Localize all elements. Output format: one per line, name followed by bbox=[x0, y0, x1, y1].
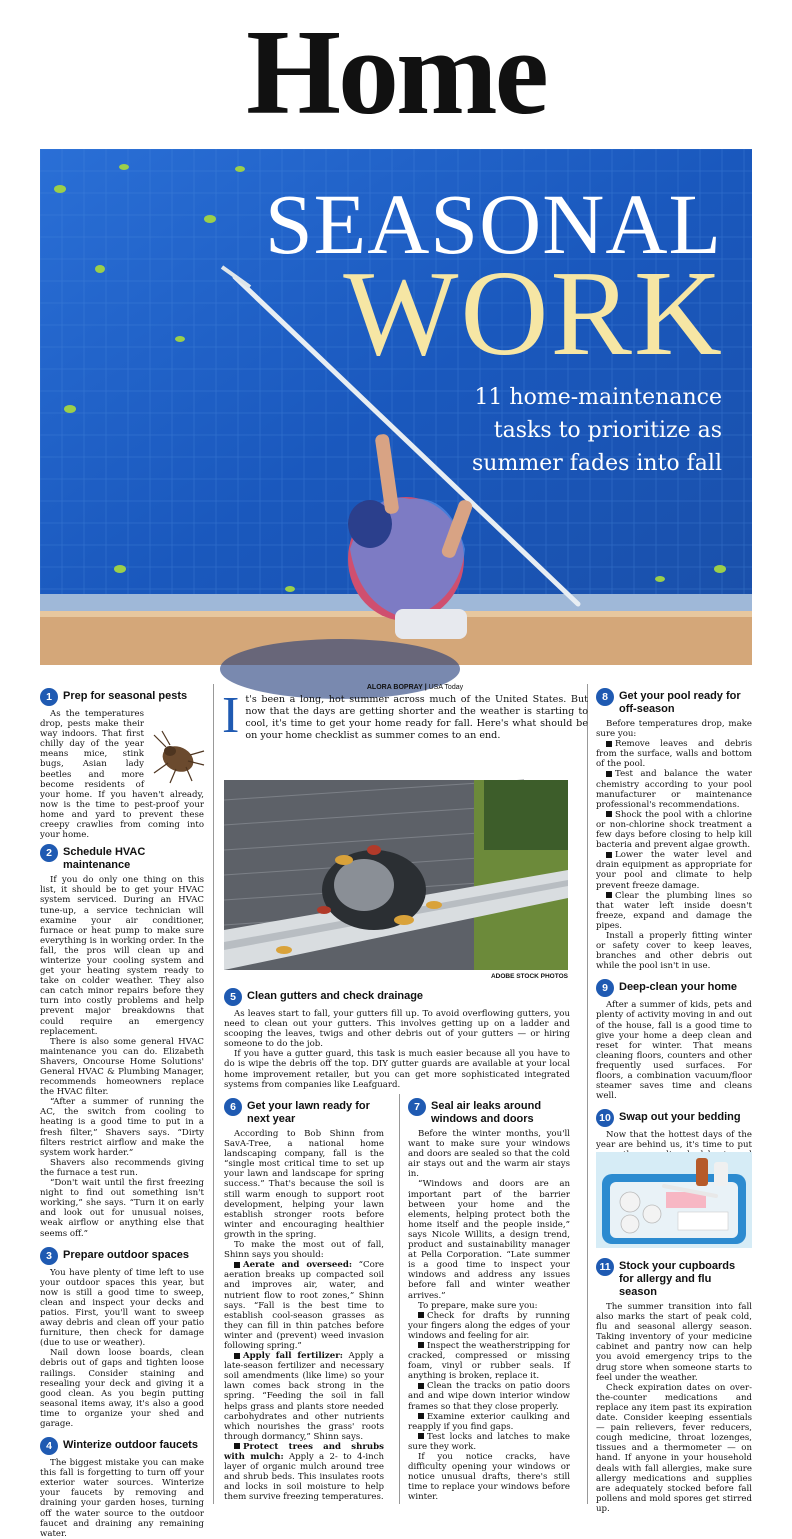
section-heading-1 bbox=[40, 688, 204, 706]
section-heading-2 bbox=[40, 844, 204, 872]
section-body-7-p3: To prepare, make sure you: bbox=[418, 1300, 538, 1311]
section-number-9: 9 bbox=[596, 979, 614, 997]
column-1 bbox=[40, 684, 204, 1539]
section-11 bbox=[596, 1254, 752, 1514]
section-body-2-p3: “After a summer of running the AC, the switch from cooling to heating is a good time to put in a fresh filter,” Shavers says. “Dirty filters restrict airflow and make the system work harder.” bbox=[40, 1097, 204, 1158]
section-heading-4 bbox=[40, 1437, 204, 1455]
section-body-2-p5: “Don't wait until the first freezing night to find out something isn't working,” she says. “Turn it on early and look out for unusual noises, weak airflow or anything else that seems off.” bbox=[40, 1178, 204, 1239]
section-7-closing: If you notice cracks, have difficulty opening your windows or notice unusual drafts, there's still time to replace your windows before winter. bbox=[408, 1452, 570, 1503]
bullet-square bbox=[606, 892, 612, 898]
section-number-7: 7 bbox=[408, 1098, 426, 1116]
bullet-square bbox=[418, 1383, 424, 1389]
section-body-6-p1: According to Bob Shinn from SavA-Tree, a national home landscaping company, fall is the “single most critical time to set up your lawn and landscape for spring success.” That's because the soil is still warm enough to support root development, helping your lawn establish stronger roots before winter and encouraging healthier growth in the spring. bbox=[224, 1129, 384, 1240]
section-number-1: 1 bbox=[40, 688, 58, 706]
bullet-6-3: Protect trees and shrubs with mulch: Apply a 2- to 4-inch layer of organic mulch around tree and shrub beds. This insulates roots and locks in soil moisture to help them survive freezing temperatures. bbox=[224, 1441, 384, 1503]
bullet-8-5: Clear the plumbing lines so that water left inside doesn't freeze, expand and damage the pipes. bbox=[596, 890, 752, 931]
bullet-square bbox=[234, 1262, 240, 1268]
byline: ALORA BOPRAY | USA Today bbox=[366, 684, 464, 691]
section-title-9: Deep-clean your home bbox=[619, 981, 737, 994]
section-title-2: Schedule HVAC maintenance bbox=[63, 846, 146, 872]
masthead: Home bbox=[246, 5, 546, 140]
section-number-3: 3 bbox=[40, 1247, 58, 1265]
section-heading-8 bbox=[596, 688, 752, 716]
bullet-square bbox=[418, 1312, 424, 1318]
section-heading-11 bbox=[596, 1258, 752, 1299]
section-number-6: 6 bbox=[224, 1098, 242, 1116]
section-8-closing: Install a properly fitting winter or safety cover to keep leaves, branches and other debris out while the pool isn't in use. bbox=[596, 930, 752, 972]
gutter-illustration bbox=[224, 780, 568, 970]
bullet-8-2: Test and balance the water chemistry according to your pool manufacturer or maintenance professional's recommendations. bbox=[596, 769, 752, 810]
bullet-7-3: Clean the tracks on patio doors and and wipe down interior window frames so that they close properly. bbox=[408, 1381, 570, 1412]
intro-text: t's been a long, hot summer across much of the United States. But now that the days are getting shorter and the weather is starting to cool, it's time to get your home ready for fall. Here's what should be on your home checklist as summer comes to an end. bbox=[245, 694, 588, 741]
section-body-11-p2: Check expiration dates on over-the-counter medications and replace any item past its expiration date. Consider keeping essentials — pain relievers, fever reducers, cough medicine, throat lozenges, tissues and a thermometer — on hand. If anyone in your household deals with fall allergies, make sure allergy medications and supplies are adequately stocked before fall pollens and mold spores get stirred up. bbox=[596, 1382, 752, 1514]
section-title-7: Seal air leaks around windows and doors bbox=[431, 1100, 542, 1125]
hero-subtitle: 11 home-maintenance tasks to prioritize as summer fades into fall bbox=[472, 385, 722, 476]
dropcap: I bbox=[222, 687, 240, 744]
section-heading-7 bbox=[408, 1098, 570, 1126]
section-title-3: Prepare outdoor spaces bbox=[63, 1248, 189, 1261]
section-7 bbox=[408, 1094, 570, 1502]
section-body-10: Now that the hottest days of the year are behind us, it's time to put bbox=[596, 1130, 752, 1151]
medicine-photo bbox=[596, 1152, 752, 1248]
section-body-2-p1: If you do only one thing on this list, it should be to get your HVAC system serviced. During an HVAC tune-up, a service technician will examine your air conditioner, furnace or heat pump to make sure everything is in working order. In the fall, the pros will clean up and winterize your cooling system and get your heating system ready to take on colder weather. They also can catch minor repairs before they turn into costly problems and help prevent major breakdowns that could require an emergency replacement. bbox=[40, 875, 204, 1037]
byline-source: USA Today bbox=[428, 684, 464, 691]
section-5 bbox=[224, 984, 570, 1090]
section-body-2-p4: Shavers also recommends giving the furnace a test run. bbox=[40, 1157, 204, 1178]
section-body-11-p1: The summer transition into fall also marks the start of peak cold, flu and seasonal allergy season. Taking inventory of your medicine cabinet and pantry now can help you avoid emergency trips to the drug store when someone starts to feel under the weather. bbox=[596, 1302, 752, 1383]
column-right bbox=[596, 684, 752, 1201]
bullet-square bbox=[606, 771, 612, 777]
section-title-4: Winterize outdoor faucets bbox=[63, 1439, 198, 1452]
hero-title-seasonal: SEASONAL bbox=[264, 176, 722, 272]
section-number-11: 11 bbox=[596, 1258, 614, 1276]
byline-author: ALORA BOPRAY bbox=[366, 684, 423, 691]
section-body-1: As the temperatures drop, pests make their way indoors. That first chilly day of the year means mice, stink bugs, Asian lady beetles and more become residents of your home. If you haven't already, now is the time to pest-proof your home and yard to prevent these creepy crawlies from coming into your home. bbox=[40, 709, 204, 841]
bullet-8-1: Remove leaves and debris from the surface, walls and bottom of the pool. bbox=[596, 739, 752, 770]
bullet-square bbox=[234, 1353, 240, 1359]
section-number-8: 8 bbox=[596, 688, 614, 706]
section-body-7-p1: Before the winter months, you'll want to make sure your windows and doors are sealed so that the cold air stays out and the warm air stays in. bbox=[408, 1129, 570, 1180]
section-title-8: Get your pool ready for off-season bbox=[619, 690, 741, 715]
stink-bug-image bbox=[148, 729, 208, 785]
bullet-6-1: Aerate and overseed: “Core aeration breaks up compacted soil and improves air, water, and nutrient flow to root zones,” Shinn says. “Fall is the best time to establish cool-season grasses as they can fill in thin patches before winter and (prevent) weed invasion following spring.” bbox=[224, 1260, 384, 1351]
bullet-7-5: Test locks and latches to make sure they work. bbox=[408, 1431, 570, 1452]
section-body-2-p2: There is also some general HVAC maintenance you can do. Elizabeth Shavers, Oncourse Home Solutions' General HVAC & Plumbing Manager, recommends homeowners replace the HVAC filter. bbox=[40, 1036, 204, 1098]
hero-image bbox=[40, 149, 752, 665]
section-body-9: After a summer of kids, pets and plenty of activity moving in and out of the house, fall is a good time to give your home a deep clean and reset for winter. That means cleaning floors, counters and other frequently used surfaces. For floors, a combination vacuum/floor steamer saves time and cleans well. bbox=[596, 1000, 752, 1102]
bullet-square bbox=[418, 1342, 424, 1348]
section-heading-9 bbox=[596, 979, 752, 997]
section-body-4: The biggest mistake you can make this fall is forgetting to turn off your exterior water sources. Winterize your faucets by removing and draining your garden hoses, turning off the water source to the outdoor faucet and draining any remaining water. bbox=[40, 1458, 204, 1539]
gutter-photo bbox=[224, 780, 568, 970]
section-heading-10 bbox=[596, 1109, 752, 1127]
section-body-5-p2: If you have a gutter guard, this task is much easier because all you have to do is wipe the debris off the top. DIY gutter guards are available at your local home improvement retailer, but you can get more sophisticated integrated systems from companies like Leafguard. bbox=[224, 1049, 570, 1090]
section-title-11: Stock your cupboards for allergy and flu season bbox=[619, 1260, 736, 1298]
bullet-8-3: Shock the pool with a chlorine or non-chlorine shock treatment a few days before closing to help kill bacteria and prevent algae growth. bbox=[596, 809, 752, 851]
column-rule bbox=[399, 1094, 400, 1504]
hero-title-work: WORK bbox=[343, 246, 724, 381]
section-title-1: Prep for seasonal pests bbox=[63, 690, 188, 702]
column-rule bbox=[587, 684, 588, 1504]
photo-credit: ADOBE STOCK PHOTOS bbox=[490, 973, 568, 980]
bullet-square bbox=[606, 741, 612, 747]
medicine-illustration bbox=[596, 1152, 752, 1248]
bullet-6-2: Apply fall fertilizer: Apply a late-season fertilizer and necessary soil amendments (like lime) so your lawn comes back strong in the spring. “Feeding the soil in fall helps grass and plants store needed carbohydrates and other nutrients which nourishes the grass' roots through dormancy,” Shinn says. bbox=[224, 1351, 384, 1442]
bullet-7-4: Examine exterior caulking and reapply if you find gaps. bbox=[408, 1411, 570, 1432]
bullet-square bbox=[606, 811, 612, 817]
section-body-3-p1: You have plenty of time left to use your outdoor spaces this year, but now is still a good time to sweep, clean and inspect your decks and patios. First, you'll want to sweep away debris and clean off your patio furniture, then check for damage (due to use or weather). bbox=[40, 1267, 204, 1349]
bullet-7-1: Check for drafts by running your fingers along the edges of your windows and feeling for air. bbox=[408, 1310, 570, 1341]
section-number-4: 4 bbox=[40, 1437, 58, 1455]
section-body-7-p2: “Windows and doors are an important part of the barrier between your home and the elements, helping protect both the home itself and the people inside,” says Nicole Willits, a design trend, product and sustainability manager at Pella Corporation. “Late summer is a good time to inspect your windows and address any issues before fall and winter weather arrives.” bbox=[408, 1179, 570, 1301]
section-heading-3 bbox=[40, 1247, 204, 1265]
section-6 bbox=[224, 1094, 384, 1502]
section-body-3-p2: Nail down loose boards, clean debris out of gaps and tighten loose railings. Consider staining and resealing your deck and giving it a good clean. As you begin putting seasonal items away, it's also a good time to organize your shed and garage. bbox=[40, 1348, 204, 1429]
section-title-5: Clean gutters and check drainage bbox=[247, 990, 424, 1002]
bullet-8-4: Lower the water level and drain equipment as appropriate for your pool and climate to help prevent freeze damage. bbox=[596, 850, 752, 891]
section-heading-5 bbox=[224, 988, 570, 1006]
section-number-5: 5 bbox=[224, 988, 242, 1006]
section-number-10: 10 bbox=[596, 1109, 614, 1127]
bullet-7-2: Inspect the weatherstripping for cracked, compressed or missing foam, vinyl or rubber seals. If anything is broken, replace it. bbox=[408, 1340, 570, 1382]
bullet-square bbox=[234, 1443, 240, 1449]
section-body-6-p2: To make the most out of fall, Shinn says you should: bbox=[224, 1240, 384, 1261]
section-heading-6 bbox=[224, 1098, 384, 1126]
section-title-6: Get your lawn ready for next year bbox=[247, 1100, 370, 1125]
section-body-5-p1: As leaves start to fall, your gutters fill up. To avoid overflowing gutters, you need to clean out your gutters. This involves getting up on a ladder and scooping the leaves, twigs and other debris out of your gutters — or hiring someone to do the job. bbox=[224, 1009, 570, 1050]
section-number-2: 2 bbox=[40, 844, 58, 862]
bullet-square bbox=[418, 1433, 424, 1439]
bullet-square bbox=[418, 1413, 424, 1419]
bullet-square bbox=[606, 852, 612, 858]
section-title-10: Swap out your bedding bbox=[619, 1111, 741, 1124]
column-rule bbox=[213, 684, 214, 1504]
section-8-lead: Before temperatures drop, make sure you: bbox=[596, 719, 752, 740]
